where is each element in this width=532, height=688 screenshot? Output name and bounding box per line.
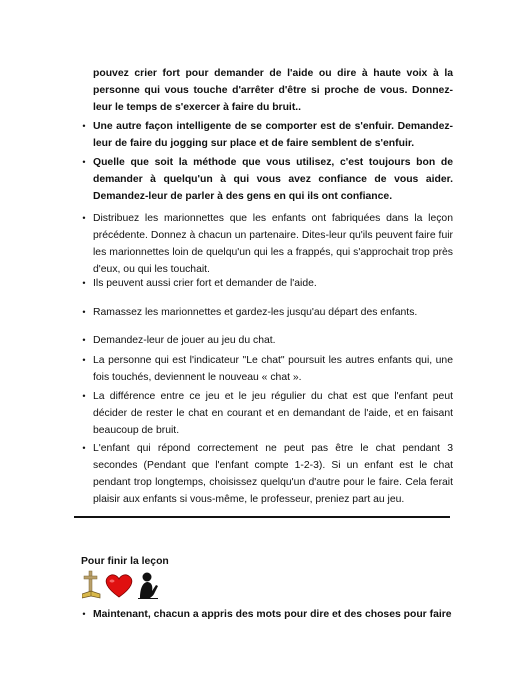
cross-bible-icon: [82, 571, 100, 598]
praying-child-icon: [138, 573, 158, 600]
bullet-item: Ramassez les marionnettes et gardez-les jusqu'au départ des enfants.: [93, 307, 418, 318]
bullet-item: Quelle que soit la méthode que vous utilisez, c'est toujours bon de demander à quelqu'un à qui vous avez confiance de vous aider. Demandez-leur de parler à des gens en qui ils ont confiance.: [93, 157, 453, 202]
bullet-glyph: •: [82, 335, 86, 345]
bullet-item: Maintenant, chacun a appris des mots pour dire et des choses pour faire: [93, 609, 452, 620]
intro-continuation: pouvez crier fort pour demander de l'aide ou dire à haute voix à la personne qui vous touche d'arrêter d'être si proche de vous. Donnez-leur le temps de s'exercer à faire du bruit..: [93, 68, 453, 113]
bullet-glyph: •: [82, 157, 86, 167]
bullet-glyph: •: [82, 307, 86, 317]
bullet-item: Demandez-leur de jouer au jeu du chat.: [93, 335, 276, 346]
bullet-item: La différence entre ce jeu et le jeu régulier du chat est que l'enfant peut décider de rester le chat en courant et en demandant de l'aide, et en faisant beaucoup de bruit.: [93, 391, 453, 436]
lesson-icons: [82, 570, 172, 600]
bullet-glyph: •: [82, 443, 86, 453]
bullet-glyph: •: [82, 391, 86, 401]
horizontal-rule: [74, 516, 450, 518]
bullet-item: L'enfant qui répond correctement ne peut pas être le chat pendant 3 secondes (Pendant que l'enfant compte 1-2-3). Si un enfant est le chat pendant trop longtemps, choisissez quelqu'un d'autre pour le faire. Cela ferait plaisir aux enfants si vous-même, le professeur, preniez part au jeu.: [93, 443, 453, 505]
bullet-item: La personne qui est l'indicateur "Le chat" poursuit les autres enfants qui, une fois touchés, deviennent le nouveau « chat ».: [93, 355, 453, 383]
bullet-glyph: •: [82, 278, 86, 288]
section-heading: Pour finir la leçon: [81, 556, 169, 567]
bullet-item: Distribuez les marionnettes que les enfants ont fabriquées dans la leçon précédente. Donnez à chacun un partenaire. Dites-leur qu'ils peuvent faire fuir les marionnettes loin de quelqu'un qui les a frappés, qui s'approchait trop près d'eux, ou qui les touchait.: [93, 213, 453, 275]
bullet-item: Une autre façon intelligente de se comporter est de s'enfuir. Demandez-leur de faire du jogging sur place et de faire semblent de s'enfuir.: [93, 121, 453, 149]
bullet-glyph: •: [82, 355, 86, 365]
bullet-item: Ils peuvent aussi crier fort et demander de l'aide.: [93, 278, 317, 289]
bullet-glyph: •: [82, 609, 86, 619]
bullet-glyph: •: [82, 213, 86, 223]
bullet-glyph: •: [82, 121, 86, 131]
heart-icon: [106, 575, 132, 597]
